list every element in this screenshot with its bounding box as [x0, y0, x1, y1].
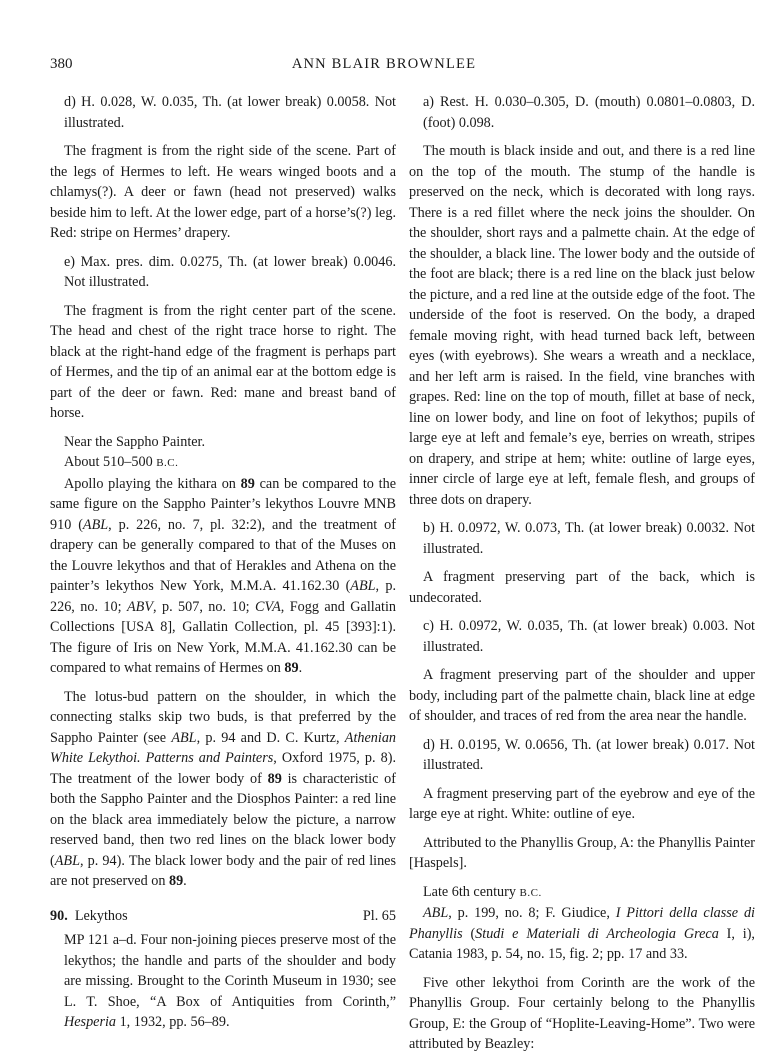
right-column: [409, 92, 755, 1063]
comparison-paragraph: Apollo playing the kithara on 89 can be compared to the same figure on the Sappho Painter’s lekythos Louvre MNB 910 (ABL, p. 226, no. 7, pl. 32:2), and the treatment of drapery can be generally compared to that of the Muses on the Louvre lekythos and that of Herakles and Athena on the painter’s lekythos New York, M.M.A. 41.162.30 (ABL, p. 226, no. 10; ABV, p. 507, no. 10; CVA, Fogg and Gallatin Collections [USA 8], Gallatin Collection, pl. 45 [393]:1). The figure of Iris on New York, M.M.A. 41.162.30 can be compared to what remains of Hermes on 89.: [50, 475, 397, 676]
fragment-e-description: The fragment is from the right center part of the scene. The head and chest of the right trace horse to right. The black at the right-hand edge of the fragment is perhaps part of Hermes, and the tip of an animal ear at the bottom edge is part of the deer or fawn. Red: mane and breast band of horse.: [50, 302, 396, 421]
closing-paragraph: Five other lekythoi from Corinth are the work of the Phanyllis Group. Four certainly belong to the Phanyllis Group, E: the Group of “Hoplite-Leaving-Home”. Two were attributed by Beazley:: [409, 974, 755, 1052]
running-head: ANN BLAIR BROWNLEE: [291, 56, 477, 72]
fragment-b-measurements: b) H. 0.0972, W. 0.073, Th. (at lower break) 0.0032. Not illustrated.: [423, 520, 755, 557]
bibliography: ABL, p. 199, no. 8; F. Giudice, I Pittori della classe di Phanyllis (Studi e Materiali di Archeologia Greca I, i), Catania 1983, p. 54, no. 15, fig. 2; pp. 17 and 33.: [409, 905, 755, 962]
entry-description: MP 121 a–d. Four non-joining pieces preserve most of the lekythos; the handle and parts of the shoulder and body are missing. Brought to the Corinth Museum in 1930; see L. T. Shoe, “A Box of Antiquities from Corinth,” Hesperia 1, 1932, pp. 56–89.: [64, 932, 396, 1030]
catalogue-entry-heading: [50, 906, 396, 927]
fragment-e-measurements: e) Max. pres. dim. 0.0275, Th. (at lower break) 0.0046. Not illustrated.: [64, 253, 396, 290]
lotus-bud-paragraph: The lotus-bud pattern on the shoulder, in which the connecting stalks skip two buds, is that preferred by the Sappho Painter (see ABL, p. 94 and D. C. Kurtz, Athenian White Lekythoi. Patterns and Painters, Oxford 1975, p. 8). The treatment of the lower body of 89 is characteristic of both the Sappho Painter and the Diosphos Painter: a red line on the black area immediately below the picture, a narrow reserved band, then two red lines on the black lower body (ABL, p. 94). The black lower body and the pair of red lines are not preserved on 89.: [50, 688, 397, 889]
fragment-c-description: A fragment preserving part of the shoulder and upper body, including part of the palmette chain, black line at edge of shoulder, and traces of red from the area near the handle.: [409, 667, 755, 724]
page-number: 380: [50, 56, 73, 72]
date-line: Late 6th century B.C.: [423, 883, 542, 900]
fragment-a-measurements: a) Rest. H. 0.030–0.305, D. (mouth) 0.0801–0.0803, D. (foot) 0.098.: [423, 94, 755, 131]
fragment-d-description: The fragment is from the right side of the scene. Part of the legs of Hermes to left. He wears winged boots and a chlamys(?). A deer or fawn (head not preserved) walks beside him to left. At the lower edge, part of a horse’s(?) leg. Red: stripe on Hermes’ drapery.: [50, 143, 396, 241]
date-line: About 510–500 B.C.: [64, 454, 179, 470]
left-column: [50, 92, 396, 1041]
fragment-d-description: A fragment preserving part of the eyebrow and eye of the large eye at right. White: outline of eye.: [409, 785, 755, 822]
entry-number: 90.: [50, 907, 68, 924]
entry-title: Lekythos: [74, 907, 128, 924]
fragment-c-measurements: c) H. 0.0972, W. 0.035, Th. (at lower break) 0.003. Not illustrated.: [423, 618, 755, 655]
fragment-d-measurements: d) H. 0.0195, W. 0.0656, Th. (at lower break) 0.017. Not illustrated.: [423, 736, 755, 773]
attribution: Near the Sappho Painter.: [64, 433, 206, 450]
page-header: [0, 56, 768, 80]
fragment-a-description: The mouth is black inside and out, and there is a red line on the top of the mouth. The stump of the handle is preserved on the neck, which is decorated with long rays. There is a red fillet where the neck joins the shoulder. On the shoulder, short rays and a palmette chain. At the edge of the shoulder, a black line. The lower body and the outside of the foot are black; there is a red line on the black just below the picture, and a red line at the outside edge of the foot. The underside of the foot is reserved. On the body, a draped female moving right, with head turned back left, between eyes (with eyebrows). She wears a wreath and a necklace, and her left arm is raised. In the field, vine branches with grapes. Red: line on the top of mouth, fillet at base of neck, line on lower body, and line on foot of lekythos; pupils of large eye at left and female’s eye, berries on wreath, stripes on drapery, and stripe at hem; white: outline of large eyes, inner circle of large eye at left, female flesh, and groups of three dots on drapery.: [409, 143, 755, 508]
entry-plate: Pl. 65: [362, 907, 396, 924]
attribution: Attributed to the Phanyllis Group, A: the Phanyllis Painter [Haspels].: [409, 834, 755, 871]
fragment-b-description: A fragment preserving part of the back, which is undecorated.: [409, 569, 755, 606]
fragment-d-measurements: d) H. 0.028, W. 0.035, Th. (at lower break) 0.0058. Not illustrated.: [64, 94, 396, 131]
